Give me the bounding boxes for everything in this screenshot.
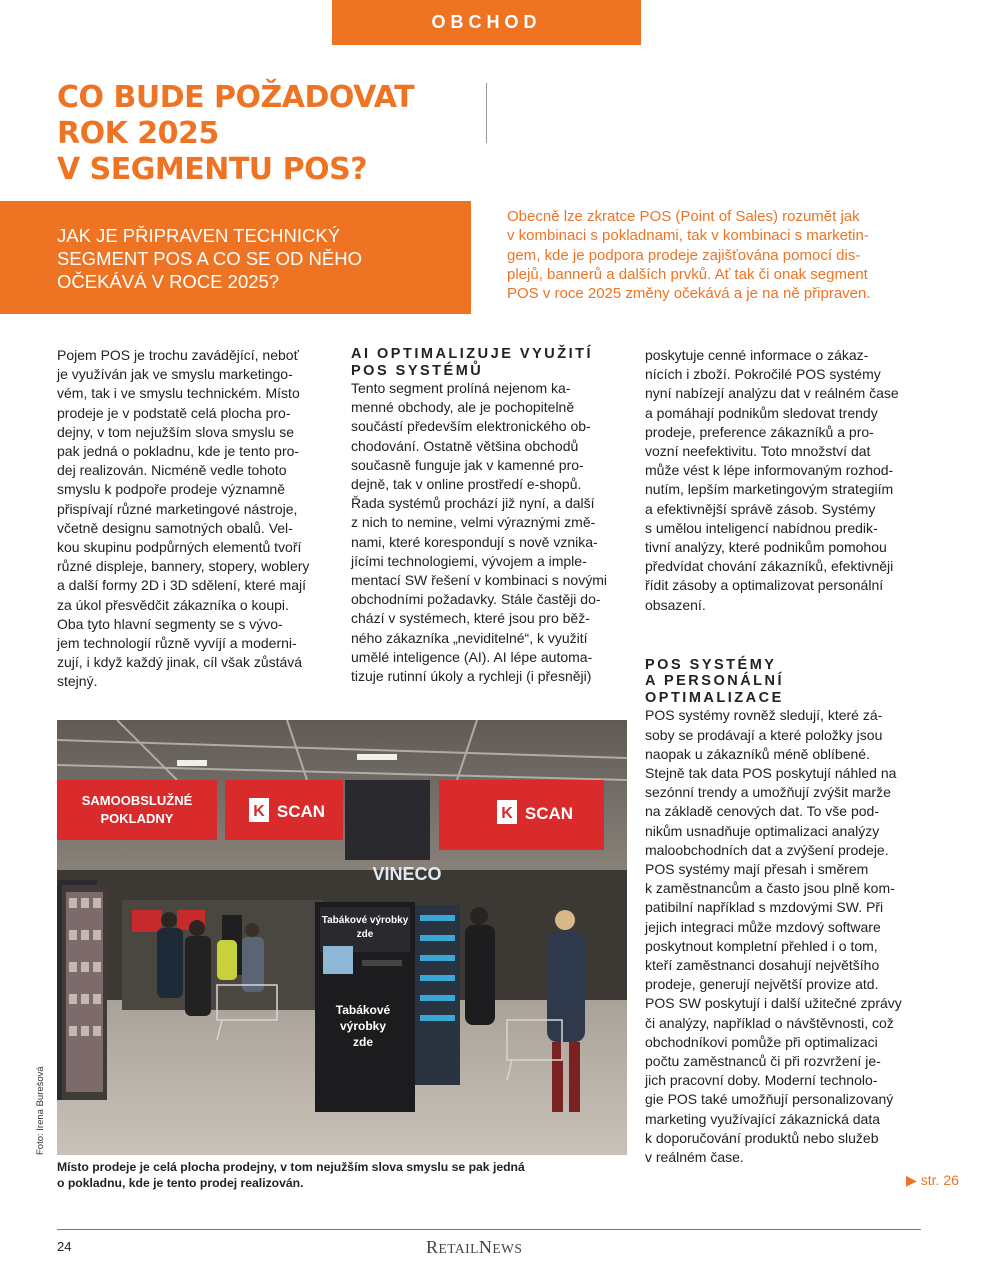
svg-text:SCAN: SCAN	[524, 804, 574, 823]
continued-link[interactable]: ▶ str. 26	[906, 1172, 959, 1188]
footer-rule	[57, 1229, 921, 1230]
play-arrow-icon: ▶	[906, 1172, 917, 1188]
svg-text:K: K	[501, 805, 513, 822]
column-3	[645, 346, 925, 1167]
lead-box	[0, 201, 471, 314]
photo-credit: Foto: Irena Burešová	[35, 1066, 46, 1155]
article-headline: CO BUDE POŽADOVAT ROK 2025 V SEGMENTU POS?	[57, 80, 415, 187]
magazine-logo: RETAILNEWS	[426, 1237, 523, 1257]
svg-text:výrobky: výrobky	[339, 1019, 387, 1033]
store-photo	[57, 720, 627, 1155]
lead-text: JAK JE PŘIPRAVEN TECHNICKÝ SEGMENT POS A CO SE OD NĚHO OČEKÁVÁ V ROCE 2025?	[57, 225, 362, 292]
svg-text:SCAN: SCAN	[276, 802, 326, 821]
neon-sign: VINECO	[372, 864, 442, 884]
scan-sign-right	[439, 780, 604, 850]
svg-text:Tabákové: Tabákové	[335, 1003, 391, 1017]
page-number: 24	[57, 1239, 72, 1254]
divider-line	[486, 83, 487, 143]
column-2	[351, 346, 631, 686]
store-illustration	[57, 720, 627, 1155]
column-1	[57, 346, 337, 692]
svg-text:Tabákové výrobky: Tabákové výrobky	[321, 915, 409, 926]
paragraph: Tento segment prolíná nejenom ka- menné obchody, ale je pochopitelně součástí především elektronického ob- chodování. Ostatně většina obchodů současně funguje jak v kamenné pro- dejně, tak v online prostředí e-shopů. Řada systémů prochází již nyní, a další z nich to nemine, velmi výraznými změ- nami, které korespondují s nově vznika- jícími technologiemi, vývojem a imple- mentací SW řešení v kombinaci s novými obchodními požadavky. Stále častěji do- chází v systémech, které jsou pro běž- ného zákazníka „neviditelné“, k využití umělé inteligence (AI). AI lépe automa- tizuje rutinní úkoly a rychleji (i přesněji)	[351, 380, 607, 685]
paragraph: POS systémy rovněž sledují, které zá- soby se prodávají a které položky jsou naopak u zákazníků méně oblíbené. Stejně tak data POS poskytují náhled na sezónní trendy a umožňují zvýšit marže na základě cenových dat. To vše pod- nikům usnadňuje optimalizaci analýzy maloobchodních dat a zvýšení prodeje. POS systémy mají přesah i směrem k zaměstnancům a často jsou plně kom- patibilní například s mzdovými SW. Při jejich integraci může mzdový software poskytnout kompletní přehled i o tom, kteří zaměstnanci dosahují největšího prodeje, generují největší provize atd. POS SW poskytují i další užitečné zprávy či analýzy, například o návštěvnosti, což obchodníkovi pomůže při optimalizaci počtu zaměstnanců či při rozvržení je- jich pracovní doby. Moderní technolo- gie POS také umožňují personalizovaný marketing využívající zákaznická data k doporučování produktů nebo služeb v reálném čase.	[645, 707, 902, 1166]
svg-text:zde: zde	[356, 929, 374, 940]
section-tag: OBCHOD	[332, 0, 641, 45]
svg-text:zde: zde	[352, 1035, 374, 1049]
product-rack	[62, 885, 107, 1100]
self-checkout-sign	[57, 780, 217, 840]
photo-caption: Místo prodeje je celá plocha prodejny, v tom nejužším slova smyslu se pak jedná o pokladnu, kde je tento prodej realizován.	[57, 1160, 525, 1190]
section-heading: POS SYSTÉMY A PERSONÁLNÍ OPTIMALIZACE	[645, 656, 785, 706]
svg-text:K: K	[253, 803, 265, 820]
intro-paragraph: Obecně lze zkratce POS (Point of Sales) rozumět jak v kombinaci s pokladnami, tak v kombinaci s marketin- gem, kde je podpora prodeje zajišťována pomocí dis- plejů, bannerů a dalších prvků. Ať tak či onak segment POS v roce 2025 změny očekává a je na ně připraven.	[507, 208, 871, 303]
section-heading: AI OPTIMALIZUJE VYUŽITÍ POS SYSTÉMŮ	[351, 346, 593, 379]
paragraph: poskytuje cenné informace o zákaz- nících i zboží. Pokročilé POS systémy nyní nabízejí analýzu dat v reálném čase a pomáhají podnikům sledovat trendy prodeje, preference zákazníků a pro- vozní neefektivitu. Toto množství dat může vést k lépe informovaným rozhod- nutím, lepším marketingovým strategiím a efektivnější správě zásob. Systémy s umělou inteligencí nabídnou predik- tivní analýzy, které podnikům pomohou předvídat chování zákazníků, efektivněji řídit zásoby a optimalizovat personální obsazení.	[645, 347, 899, 613]
paragraph: Pojem POS je trochu zavádějící, neboť je využíván jak ve smyslu marketingo- vém, tak i ve smyslu technickém. Místo prodeje je v podstatě celá plocha pro- dejny, v tom nejužším slova smyslu se pak jedná o pokladnu, kde je tento pro- dej realizován. Nicméně vedle tohoto smyslu k podpoře prodeje významně přispívají různé marketingové nástroje, včetně designu samotných obalů. Vel- kou skupinu podpůrných elementů tvoří různé displeje, bannery, stopery, woblery a další formy 2D i 3D sdělení, které mají za úkol přesvědčit zákazníka o koupi. Oba tyto hlavní segmenty se s vývo- jem technologií různě vyvíjí a moderni- zují, i když každý jinak, cíl však zůstává stejný.	[57, 347, 310, 690]
svg-text:SAMOOBSLUŽNÉ: SAMOOBSLUŽNÉ	[81, 793, 193, 808]
svg-text:POKLADNY: POKLADNY	[100, 811, 174, 826]
